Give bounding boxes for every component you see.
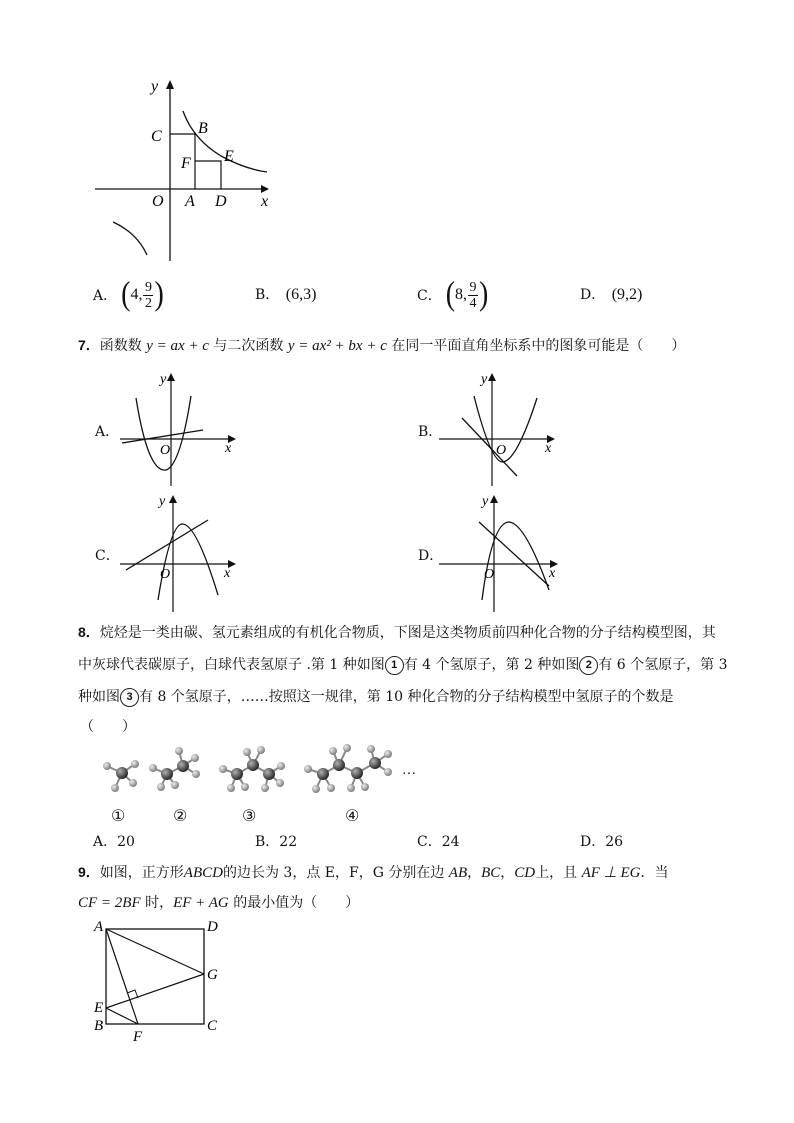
q8-option-d[interactable]: D．26 [580,834,624,850]
svg-text:F: F [133,1029,143,1045]
svg-text:E: E [94,1000,104,1016]
q6-option-d[interactable] [580,284,642,304]
q8-molecule-2 [149,747,200,791]
q6-option-d-value: (9,2) [611,286,643,303]
q9-line-2: CF = 2BF 时，EF + AG 的最小值为（ ） [78,895,360,911]
svg-text:x: x [545,441,552,456]
q6-option-a[interactable] [93,276,164,314]
svg-text:D: D [207,919,218,935]
q6-x-arrow [261,185,269,193]
q6-label-f: F [181,155,191,172]
q6-graph-svg [85,75,285,265]
q6-label-e: E [224,148,234,165]
q7-option-c-letter[interactable]: C． [95,548,120,564]
q7-number: 7． [78,337,100,353]
q7-a-line [122,430,203,443]
q7-a-svg [118,368,243,488]
q8-circle-1: 1 [385,656,404,675]
q6-option-b-letter: B． [255,287,280,303]
q7-b-line [462,418,517,476]
q7-option-a-letter[interactable]: A． [95,424,120,440]
q7-option-d-letter[interactable]: D． [418,548,444,564]
q6-label-b: B [198,120,208,137]
svg-text:O: O [160,567,171,582]
q8-line-4: （ ） [80,719,136,735]
q8-molecule-label-1: ① [111,806,126,825]
q6-option-c[interactable] [417,276,488,314]
q8-molecule-label-2: ② [173,806,188,825]
svg-text:y: y [160,372,167,387]
q8-option-a[interactable]: A．20 [93,834,135,850]
svg-text:O: O [496,443,507,458]
q9-line-1: 9．如图，正方形ABCD的边长为 3，点 E，F，G 分别在边 AB，BC，CD上，且 AF ⊥ EG．当 [78,864,669,881]
q8-line-2: 中灰球代表碳原子，白球代表氢原子 .第 1 种如图 1 有 4 个氢原子，第 2 种如图 2 有 6 个氢原子，第 3 [78,657,728,673]
q8-number: 8． [78,624,100,640]
svg-text:y: y [159,494,166,509]
q6-rect-fe-d [195,161,221,189]
q8-molecules [95,740,435,810]
q6-label-c: C [151,128,162,145]
q7-option-b-graph[interactable] [437,368,562,492]
q7-b-svg [437,368,562,488]
q6-option-a-value: ( 4, 9 2 ) [121,275,164,313]
q6-y-arrow [166,80,174,89]
svg-text:A: A [94,919,104,935]
q7-text-1: 函数数 [99,338,142,354]
svg-text:O: O [484,567,495,582]
q7-c-parabola [158,524,218,600]
svg-text:x: x [224,566,231,581]
q6-label-a: A [185,193,195,210]
q6-option-b[interactable] [255,284,316,304]
q9-number: 9． [78,864,100,880]
q6-label-o: O [152,193,164,210]
q6-option-c-letter: C． [417,288,442,304]
svg-text:O: O [160,443,171,458]
q8-molecule-label-3: ③ [242,806,257,825]
q7-d-svg [437,490,567,615]
q8-line-3: 种如图 3 有 8 个氢原子，……按照这一规律，第 10 种化合物的分子结构模型中氢原子的个数是 [78,689,674,705]
q7-option-b-letter[interactable]: B． [418,424,443,440]
q7-option-d-graph[interactable] [437,490,567,619]
q8-ellipsis: … [402,763,416,778]
svg-text:x: x [225,441,232,456]
svg-text:y: y [482,494,489,509]
q7-formula-2: y = ax² + bx + c [287,338,387,354]
q9-square [106,929,204,1024]
q7-c-line [126,520,208,570]
q7-option-a-graph[interactable] [118,368,243,492]
svg-text:C: C [207,1018,218,1034]
svg-text:G: G [207,967,218,983]
q6-label-d: D [215,193,227,210]
q8-circle-3: 3 [120,688,139,707]
q8-molecules-svg [95,740,435,806]
q6-label-y: y [151,78,159,95]
q6-option-d-letter: D． [580,287,606,303]
q6-option-a-letter: A． [93,288,118,304]
q8-molecule-1 [103,760,139,792]
q6-hyperbola-branch-2 [113,222,147,255]
q6-option-c-value: ( 8, 9 4 ) [445,275,489,313]
q6-label-x: x [261,193,269,210]
q7-text-3: 在同一平面直角坐标系中的图象可能是（ ） [391,338,686,354]
q9-segment-eg [106,974,204,1008]
q6-option-b-value: (6,3) [285,286,317,303]
q7-stem [78,335,685,356]
q7-c-svg [118,490,243,615]
q8-molecule-4 [304,744,392,793]
q9-square-svg [88,916,228,1046]
svg-text:x: x [549,566,556,581]
svg-text:y: y [481,372,488,387]
q8-molecule-3 [219,746,285,792]
svg-text:B: B [94,1018,104,1034]
q8-circle-2: 2 [579,656,598,675]
q6-figure [85,75,285,265]
q8-line-1: 8．烷烃是一类由碳、氢元素组成的有机化合物质，下图是这类物质前四种化合物的分子结构模型图，其 [78,624,716,641]
q7-option-c-graph[interactable] [118,490,243,619]
q9-figure [88,916,228,1050]
q7-formula-1: y = ax + c [146,338,209,354]
q8-molecule-label-4: ④ [345,806,360,825]
q8-option-b[interactable]: B．22 [255,834,298,850]
q7-text-2: 与二次函数 [213,338,284,354]
q8-option-c[interactable]: C．24 [417,834,460,850]
q9-segment-ag [106,929,204,974]
